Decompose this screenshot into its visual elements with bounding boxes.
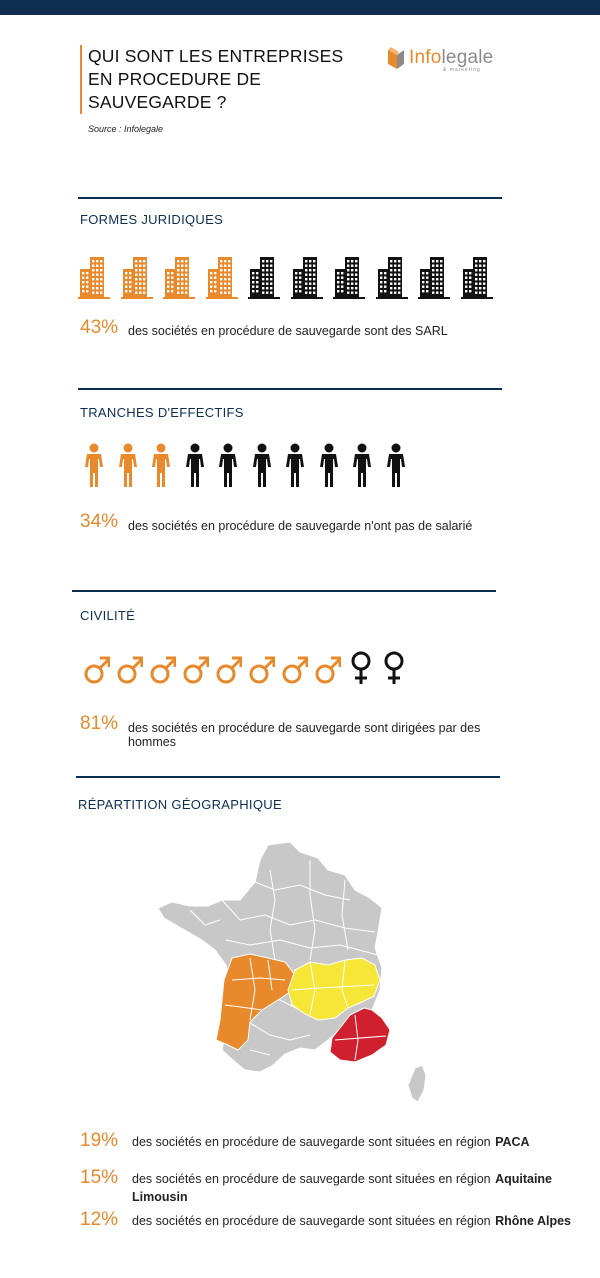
- stat-text-block: [132, 1133, 530, 1151]
- stat-text: des sociétés en procédure de sauvegarde sont dirigées par des: [128, 721, 481, 735]
- stat-text: des sociétés en procédure de sauvegarde sont des SARL: [128, 324, 448, 338]
- logo-wordmark: [409, 47, 493, 69]
- stat-text-block: [128, 721, 480, 749]
- people-row: [82, 443, 417, 489]
- stat-text-cont: hommes: [128, 735, 176, 749]
- building-icon: [248, 257, 280, 299]
- person-icon: [82, 443, 106, 489]
- infolegale-logo: [383, 47, 513, 75]
- male-symbol-icon: [249, 650, 275, 686]
- building-icon: [121, 257, 153, 299]
- person-icon: [250, 443, 274, 489]
- stat-region: PACA: [495, 1135, 530, 1149]
- stat-formes: [80, 316, 448, 340]
- male-symbol-icon: [150, 650, 176, 686]
- stat-percentage: 43%: [80, 317, 119, 338]
- buildings-row: [78, 257, 503, 299]
- stat-percentage: 12%: [80, 1209, 119, 1230]
- building-icon: [163, 257, 195, 299]
- person-icon: [283, 443, 307, 489]
- page-title: [80, 45, 350, 114]
- female-symbol-icon: [381, 650, 407, 686]
- logo-brand-orange: Info: [409, 47, 442, 68]
- section-divider: [76, 776, 500, 778]
- person-icon: [216, 443, 240, 489]
- title-line-1: QUI SONT LES ENTREPRISES: [88, 46, 344, 66]
- stat-text: des sociétés en procédure de sauvegarde sont situées en région: [132, 1214, 491, 1228]
- top-bar: [0, 0, 600, 15]
- section-divider: [78, 388, 502, 390]
- person-icon: [350, 443, 374, 489]
- logo-brand-grey: legale: [441, 47, 494, 68]
- male-symbol-icon: [216, 650, 242, 686]
- section-divider: [78, 197, 502, 199]
- stat-geo-aquitaine: [80, 1166, 600, 1206]
- male-symbol-icon: [315, 650, 341, 686]
- person-icon: [384, 443, 408, 489]
- section-title-formes: FORMES JURIDIQUES: [80, 212, 224, 227]
- person-icon: [116, 443, 140, 489]
- stat-region: Rhône Alpes: [495, 1214, 571, 1228]
- stat-text: des sociétés en procédure de sauvegarde sont situées en région: [132, 1172, 491, 1186]
- stat-text: des sociétés en procédure de sauvegarde sont situées en région: [132, 1135, 491, 1149]
- france-map-svg: [150, 840, 440, 1110]
- section-title-effectifs: TRANCHES D'EFFECTIFS: [80, 405, 244, 420]
- stat-geo-paca: [80, 1129, 530, 1153]
- male-symbol-icon: [117, 650, 143, 686]
- stat-percentage: 15%: [80, 1167, 119, 1188]
- male-symbol-icon: [282, 650, 308, 686]
- logo-tagline: & marketing: [443, 67, 481, 73]
- stat-civilite: [80, 712, 480, 749]
- infolegale-logo-icon: [385, 47, 407, 71]
- stat-text-block: [132, 1212, 571, 1230]
- stat-geo-rhone: [80, 1208, 571, 1232]
- map-region-corsica: [408, 1065, 426, 1102]
- stat-percentage: 34%: [80, 511, 119, 532]
- building-icon: [461, 257, 493, 299]
- person-icon: [183, 443, 207, 489]
- title-line-3: SAUVEGARDE ?: [88, 92, 227, 112]
- section-title-civilite: CIVILITÉ: [80, 608, 136, 623]
- source-note: Source : Infolegale: [88, 124, 164, 134]
- stat-percentage: 81%: [80, 713, 119, 734]
- title-line-2: EN PROCEDURE DE: [88, 69, 262, 89]
- male-symbol-icon: [183, 650, 209, 686]
- stat-text: des sociétés en procédure de sauvegarde n'ont pas de salarié: [128, 519, 473, 533]
- section-title-geo: RÉPARTITION GÉOGRAPHIQUE: [78, 797, 282, 812]
- building-icon: [291, 257, 323, 299]
- building-icon: [418, 257, 450, 299]
- section-divider: [72, 590, 496, 592]
- female-symbol-icon: [348, 650, 374, 686]
- stat-region: Aquitaine Limousin: [132, 1172, 553, 1204]
- person-icon: [317, 443, 341, 489]
- building-icon: [206, 257, 238, 299]
- stat-text-block: [132, 1170, 600, 1206]
- france-map: [150, 840, 440, 1110]
- gender-row: [84, 650, 414, 686]
- building-icon: [376, 257, 408, 299]
- male-symbol-icon: [84, 650, 110, 686]
- person-icon: [149, 443, 173, 489]
- building-icon: [333, 257, 365, 299]
- stat-percentage: 19%: [80, 1130, 119, 1151]
- building-icon: [78, 257, 110, 299]
- stat-effectifs: [80, 510, 472, 534]
